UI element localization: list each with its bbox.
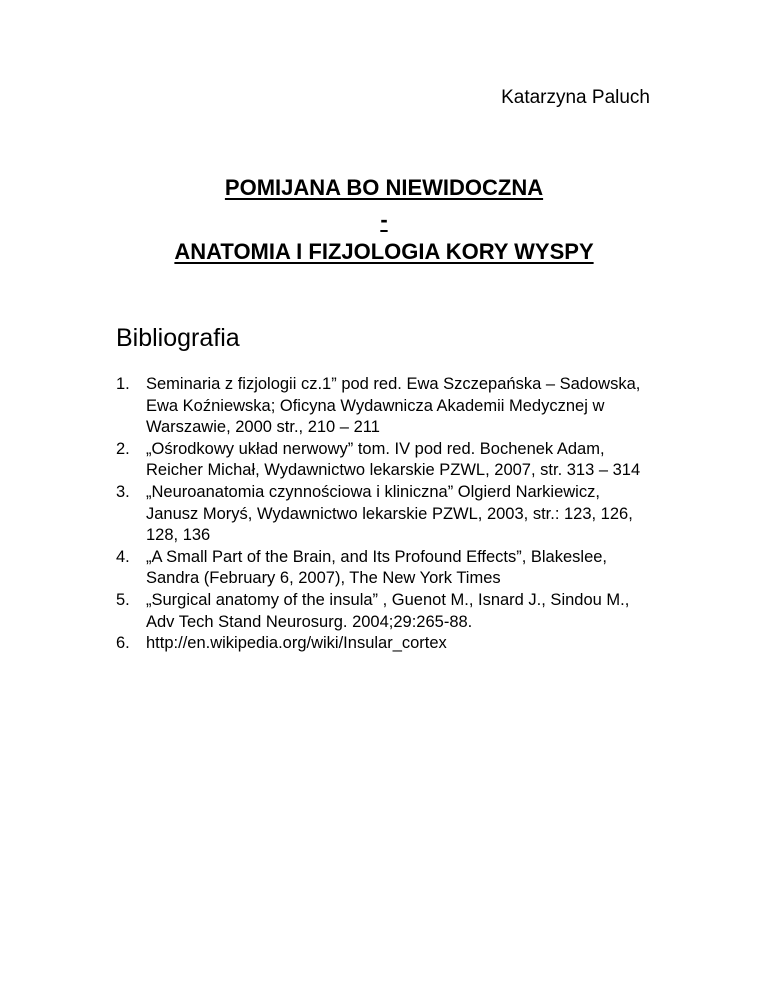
bibliography-item-text: „Ośrodkowy układ nerwowy” tom. IV pod red. Bochenek Adam, Reicher Michał, Wydawnictwo lekarskie PZWL, 2007, str. 313 – 314 [146,439,641,480]
title-line-1: POMIJANA BO NIEWIDOCZNA [224,175,544,200]
bibliography-item-text: „Neuroanatomia czynnościowa i kliniczna” Olgierd Narkiewicz, Janusz Moryś, Wydawnictwo lekarskie PZWL, 2003, str.: 123, 126, 128, 136 [146,482,633,545]
bibliography-item-2 [116,439,656,482]
bibliography-item-number: 6. [116,634,130,653]
bibliography-item-1 [116,374,656,439]
bibliography-item-number: 5. [116,590,130,609]
title-separator: - [380,207,388,232]
bibliography-heading: Bibliografia [116,324,240,352]
title-line-2: ANATOMIA I FIZJOLOGIA KORY WYSPY [174,239,594,264]
bibliography-item-number: 1. [116,375,130,393]
bibliography-item-4 [116,547,656,590]
author-name: Katarzyna Paluch [501,87,650,108]
bibliography-item-number: 4. [116,547,130,566]
bibliography-item-3 [116,482,656,547]
document-title [0,172,768,268]
bibliography-item-number: 3. [116,482,130,501]
bibliography-item-6 [116,633,656,655]
bibliography-item-text: http://en.wikipedia.org/wiki/Insular_cortex [146,634,447,653]
bibliography-item-text: Seminaria z fizjologii cz.1” pod red. Ewa Szczepańska – Sadowska, Ewa Koźniewska; Oficyna Wydawnicza Akademii Medycznej w Warszawie, 2000 str., 210 – 211 [146,375,641,437]
bibliography-item-text: „Surgical anatomy of the insula” , Guenot M., Isnard J., Sindou M., Adv Tech Stand Neurosurg. 2004;29:265-88. [146,590,630,631]
bibliography-item-5 [116,590,656,633]
bibliography-item-text: „A Small Part of the Brain, and Its Profound Effects”, Blakeslee, Sandra (February 6, 2007), The New York Times [146,547,608,588]
bibliography-list [116,374,656,655]
bibliography-item-number: 2. [116,439,130,458]
